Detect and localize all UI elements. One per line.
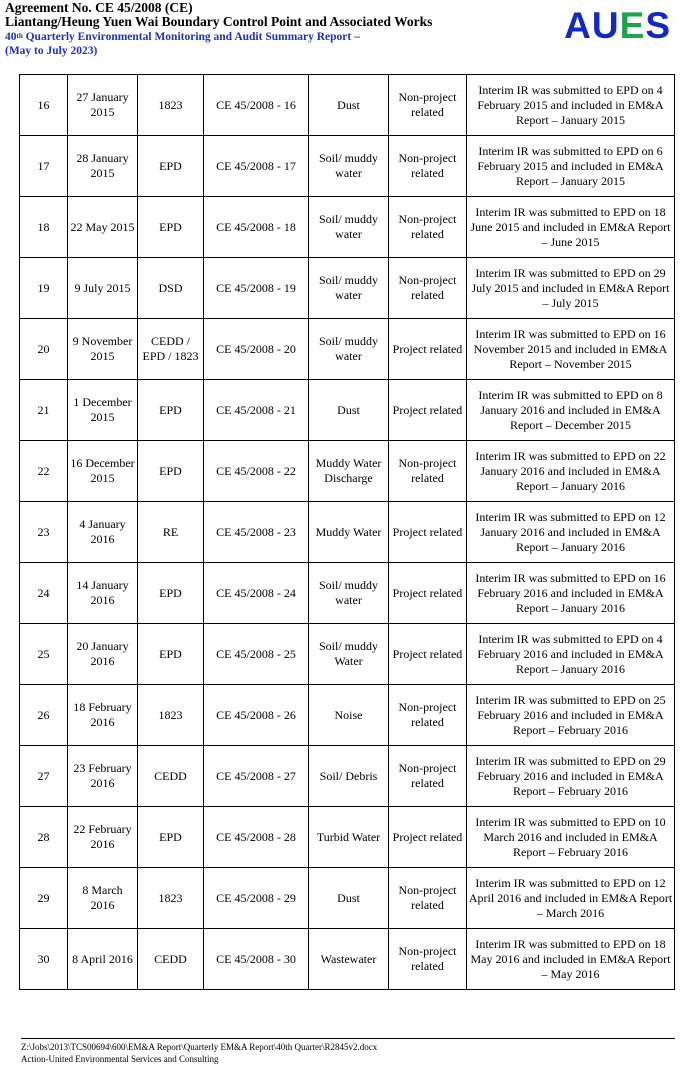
nature-of-complaint-cell: Muddy Water — [309, 502, 389, 563]
record-date-cell: 1 December 2015 — [68, 380, 138, 441]
aues-logo: AUES — [564, 5, 671, 46]
complainant-cell: 1823 — [138, 75, 204, 136]
record-number-cell: 24 — [20, 563, 68, 624]
table-row — [20, 868, 675, 929]
record-status-cell: Interim IR was submitted to EPD on 12 April 2016 and included in EM&A Report – March 2016 — [467, 868, 675, 929]
record-status-cell: Interim IR was submitted to EPD on 29 July 2015 and included in EM&A Report – July 2015 — [467, 258, 675, 319]
record-date-cell: 8 April 2016 — [68, 929, 138, 990]
project-relation-cell: Project related — [389, 502, 467, 563]
record-status-cell: Interim IR was submitted to EPD on 29 February 2016 and included in EM&A Report – February 2016 — [467, 746, 675, 807]
record-date-cell: 18 February 2016 — [68, 685, 138, 746]
page-header — [5, 0, 675, 60]
reference-number-cell: CE 45/2008 - 28 — [204, 807, 309, 868]
record-date-cell: 4 January 2016 — [68, 502, 138, 563]
table-row — [20, 197, 675, 258]
record-status-cell: Interim IR was submitted to EPD on 18 May 2016 and included in EM&A Report – May 2016 — [467, 929, 675, 990]
report-number: 40 — [5, 31, 17, 43]
table-row — [20, 929, 675, 990]
record-date-cell: 8 March 2016 — [68, 868, 138, 929]
nature-of-complaint-cell: Soil/ muddy water — [309, 136, 389, 197]
complainant-cell: EPD — [138, 563, 204, 624]
reference-number-cell: CE 45/2008 - 26 — [204, 685, 309, 746]
record-number-cell: 23 — [20, 502, 68, 563]
reference-number-cell: CE 45/2008 - 21 — [204, 380, 309, 441]
complainant-cell: CEDD — [138, 746, 204, 807]
complainant-cell: EPD — [138, 197, 204, 258]
complainant-cell: CEDD / EPD / 1823 — [138, 319, 204, 380]
record-number-cell: 28 — [20, 807, 68, 868]
project-relation-cell: Non-project related — [389, 136, 467, 197]
record-number-cell: 17 — [20, 136, 68, 197]
reference-number-cell: CE 45/2008 - 16 — [204, 75, 309, 136]
nature-of-complaint-cell: Wastewater — [309, 929, 389, 990]
report-title-text: Quarterly Environmental Monitoring and Audit Summary Report – — [22, 31, 360, 43]
complainant-cell: EPD — [138, 441, 204, 502]
agreement-number: Agreement No. CE 45/2008 (CE) — [5, 0, 193, 15]
table-row — [20, 563, 675, 624]
complainant-cell: EPD — [138, 624, 204, 685]
reference-number-cell: CE 45/2008 - 22 — [204, 441, 309, 502]
project-relation-cell: Non-project related — [389, 685, 467, 746]
complaint-records-table — [19, 74, 675, 990]
reference-number-cell: CE 45/2008 - 20 — [204, 319, 309, 380]
project-relation-cell: Non-project related — [389, 75, 467, 136]
record-number-cell: 30 — [20, 929, 68, 990]
nature-of-complaint-cell: Soil/ muddy water — [309, 563, 389, 624]
record-number-cell: 26 — [20, 685, 68, 746]
record-date-cell: 9 July 2015 — [68, 258, 138, 319]
record-number-cell: 29 — [20, 868, 68, 929]
record-date-cell: 14 January 2016 — [68, 563, 138, 624]
nature-of-complaint-cell: Soil/ muddy water — [309, 258, 389, 319]
record-date-cell: 16 December 2015 — [68, 441, 138, 502]
reference-number-cell: CE 45/2008 - 30 — [204, 929, 309, 990]
record-status-cell: Interim IR was submitted to EPD on 8 January 2016 and included in EM&A Report – December 2015 — [467, 380, 675, 441]
complainant-cell: EPD — [138, 136, 204, 197]
table-row — [20, 136, 675, 197]
complainant-cell: CEDD — [138, 929, 204, 990]
record-date-cell: 23 February 2016 — [68, 746, 138, 807]
table-row — [20, 441, 675, 502]
reference-number-cell: CE 45/2008 - 19 — [204, 258, 309, 319]
reference-number-cell: CE 45/2008 - 27 — [204, 746, 309, 807]
reference-number-cell: CE 45/2008 - 29 — [204, 868, 309, 929]
complainant-cell: 1823 — [138, 685, 204, 746]
project-relation-cell: Non-project related — [389, 868, 467, 929]
record-date-cell: 22 May 2015 — [68, 197, 138, 258]
report-number-suffix: th — [16, 32, 23, 40]
nature-of-complaint-cell: Turbid Water — [309, 807, 389, 868]
record-date-cell: 27 January 2015 — [68, 75, 138, 136]
table-row — [20, 380, 675, 441]
table-row — [20, 746, 675, 807]
record-status-cell: Interim IR was submitted to EPD on 4 February 2015 and included in EM&A Report – January 2015 — [467, 75, 675, 136]
record-number-cell: 27 — [20, 746, 68, 807]
record-number-cell: 21 — [20, 380, 68, 441]
complainant-cell: EPD — [138, 380, 204, 441]
project-relation-cell: Non-project related — [389, 929, 467, 990]
table-row — [20, 624, 675, 685]
footer-file-path: Z:\Jobs\2013\TCS00694\600\EM&A Report\Quarterly EM&A Report\40th Quarter\R2845v2.docx — [21, 1042, 378, 1052]
record-number-cell: 22 — [20, 441, 68, 502]
table-row — [20, 685, 675, 746]
footer-company: Action-United Environmental Services and Consulting — [21, 1054, 219, 1064]
nature-of-complaint-cell: Muddy Water Discharge — [309, 441, 389, 502]
record-status-cell: Interim IR was submitted to EPD on 16 November 2015 and included in EM&A Report – November 2015 — [467, 319, 675, 380]
record-number-cell: 25 — [20, 624, 68, 685]
report-title — [5, 30, 360, 44]
report-period: (May to July 2023) — [5, 45, 98, 57]
table-row — [20, 75, 675, 136]
nature-of-complaint-cell: Soil/ muddy Water — [309, 624, 389, 685]
project-relation-cell: Project related — [389, 380, 467, 441]
project-relation-cell: Non-project related — [389, 441, 467, 502]
record-status-cell: Interim IR was submitted to EPD on 22 January 2016 and included in EM&A Report – January 2016 — [467, 441, 675, 502]
project-relation-cell: Project related — [389, 624, 467, 685]
nature-of-complaint-cell: Dust — [309, 380, 389, 441]
nature-of-complaint-cell: Soil/ muddy water — [309, 319, 389, 380]
complainant-cell: DSD — [138, 258, 204, 319]
complainant-cell: 1823 — [138, 868, 204, 929]
record-number-cell: 20 — [20, 319, 68, 380]
page-footer — [21, 1038, 675, 1065]
table-row — [20, 319, 675, 380]
project-title: Liantang/Heung Yuen Wai Boundary Control Point and Associated Works — [5, 14, 433, 29]
record-number-cell: 19 — [20, 258, 68, 319]
reference-number-cell: CE 45/2008 - 25 — [204, 624, 309, 685]
table-row — [20, 258, 675, 319]
record-date-cell: 9 November 2015 — [68, 319, 138, 380]
project-relation-cell: Project related — [389, 807, 467, 868]
reference-number-cell: CE 45/2008 - 17 — [204, 136, 309, 197]
complainant-cell: RE — [138, 502, 204, 563]
record-status-cell: Interim IR was submitted to EPD on 6 February 2015 and included in EM&A Report – January 2015 — [467, 136, 675, 197]
complainant-cell: EPD — [138, 807, 204, 868]
record-date-cell: 28 January 2015 — [68, 136, 138, 197]
record-status-cell: Interim IR was submitted to EPD on 4 February 2016 and included in EM&A Report – January 2016 — [467, 624, 675, 685]
record-date-cell: 22 February 2016 — [68, 807, 138, 868]
project-relation-cell: Non-project related — [389, 258, 467, 319]
reference-number-cell: CE 45/2008 - 24 — [204, 563, 309, 624]
record-status-cell: Interim IR was submitted to EPD on 25 February 2016 and included in EM&A Report – February 2016 — [467, 685, 675, 746]
reference-number-cell: CE 45/2008 - 23 — [204, 502, 309, 563]
record-status-cell: Interim IR was submitted to EPD on 18 June 2015 and included in EM&A Report – June 2015 — [467, 197, 675, 258]
project-relation-cell: Non-project related — [389, 746, 467, 807]
project-relation-cell: Non-project related — [389, 197, 467, 258]
nature-of-complaint-cell: Noise — [309, 685, 389, 746]
record-status-cell: Interim IR was submitted to EPD on 16 February 2016 and included in EM&A Report – January 2016 — [467, 563, 675, 624]
record-status-cell: Interim IR was submitted to EPD on 12 January 2016 and included in EM&A Report – January 2016 — [467, 502, 675, 563]
table-body — [20, 75, 675, 990]
reference-number-cell: CE 45/2008 - 18 — [204, 197, 309, 258]
nature-of-complaint-cell: Dust — [309, 75, 389, 136]
nature-of-complaint-cell: Soil/ muddy water — [309, 197, 389, 258]
project-relation-cell: Project related — [389, 563, 467, 624]
record-status-cell: Interim IR was submitted to EPD on 10 March 2016 and included in EM&A Report – February 2016 — [467, 807, 675, 868]
record-date-cell: 20 January 2016 — [68, 624, 138, 685]
nature-of-complaint-cell: Dust — [309, 868, 389, 929]
table-row — [20, 807, 675, 868]
nature-of-complaint-cell: Soil/ Debris — [309, 746, 389, 807]
record-number-cell: 16 — [20, 75, 68, 136]
project-relation-cell: Project related — [389, 319, 467, 380]
table-row — [20, 502, 675, 563]
record-number-cell: 18 — [20, 197, 68, 258]
